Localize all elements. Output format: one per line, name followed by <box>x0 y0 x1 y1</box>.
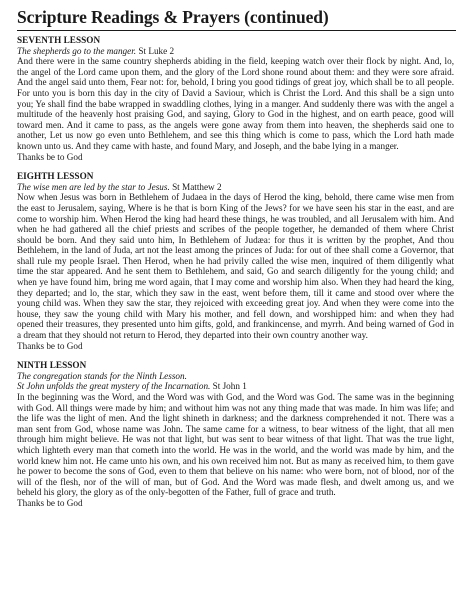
lesson-subtitle <box>17 381 454 392</box>
lesson-closing: Thanks be to God <box>17 497 83 508</box>
lesson-closing: Thanks be to God <box>17 340 83 351</box>
lesson-subtitle <box>17 182 454 193</box>
lesson-subtitle <box>17 46 454 57</box>
scripture-reference: St Matthew 2 <box>169 181 222 192</box>
lesson-instruction-italic: The congregation stands for the Ninth Lesson. <box>17 370 187 381</box>
lesson-body: Now when Jesus was born in Bethlehem of Judaea in the days of Herod the king, behold, there came wise men from the east to Jerusalem, saying, Where is he that is born King of the Jews? for we have seen his star in the east, and are come to worship him. When Herod the king had heard these things, he was troubled, and all Jerusalem with him. And when he had gathered all the chief priests and scribes of the people together, he demanded of them where Christ should be born. And they said unto him, In Bethlehem of Judæa: for thus it is written by the prophet, And thou Bethlehem, in the land of Juda, art not the least among the princes of Juda: for out of thee shall come a Governor, that shall rule my people Israel. Then Herod, when he had privily called the wise men, inquired of them diligently what time the star appeared. And he sent them to Bethlehem, and said, Go and search diligently for the young child; and when ye have found him, bring me word again, that I may come and worship him also. When they had heard the king, they departed; and lo, the star, which they saw in the east, went before them, till it came and stood over where the young child was. When they saw the star, they rejoiced with exceeding great joy. And when they were come into the house, they saw the young child with Mary his mother, and fell down, and worshipped him: and when they had opened their treasures, they presented unto him gifts, gold, and frankincense, and myrrh. And being warned of God in a dream that they should not return to Herod, they departed into their own country another way. <box>17 192 454 341</box>
lesson-ninth <box>17 360 454 508</box>
scripture-reference: St John 1 <box>210 381 247 392</box>
lesson-subtitle-italic: The wise men are led by the star to Jesus. <box>17 181 170 192</box>
title-rule <box>17 30 456 31</box>
lesson-eighth <box>17 171 454 351</box>
lesson-heading: SEVENTH LESSON <box>17 35 101 45</box>
lesson-subtitle-italic: St John unfolds the great mystery of the Incarnation. <box>17 381 211 392</box>
lesson-closing: Thanks be to God <box>17 151 83 162</box>
scripture-reference: St Luke 2 <box>136 45 175 56</box>
page-title: Scripture Readings & Prayers (continued) <box>17 7 329 27</box>
lesson-body: And there were in the same country shepherds abiding in the field, keeping watch over their flock by night. And, lo, the angel of the Lord came upon them, and the glory of the Lord shone round about them: and they were sore afraid. And the angel said unto them, Fear not: for, behold, I bring you good tidings of great joy, which shall be to all people. For unto you is born this day in the city of David a Saviour, which is Christ the Lord. And this shall be a sign unto you; Ye shall find the babe wrapped in swaddling clothes, lying in a manger. And suddenly there was with the angel a multitude of the heavenly host praising God, and saying, Glory to God in the highest, and on earth peace, good will toward men. And it came to pass, as the angels were gone away from them into heaven, the shepherds said one to another, Let us now go even unto Bethlehem, and see this thing which is come to pass, which the Lord hath made known unto us. And they came with haste, and found Mary, and Joseph, and the babe lying in a manger. <box>17 56 454 151</box>
lesson-heading: NINTH LESSON <box>17 360 87 371</box>
lesson-heading: EIGHTH LESSON <box>17 171 94 182</box>
lesson-seventh <box>17 35 454 162</box>
lesson-instruction <box>17 371 454 382</box>
lesson-subtitle-italic: The shepherds go to the manger. <box>17 45 137 56</box>
lesson-body: In the beginning was the Word, and the Word was with God, and the Word was God. The same was in the beginning with God. All things were made by him; and without him was not any thing made that was made. In him was life; and the life was the light of men. And the light shineth in darkness; and the darkness comprehended it not. There was a man sent from God, whose name was John. The same came for a witness, to bear witness of the light, that all men through him might believe. He was not that light, but was sent to bear witness of that light. That was the true light, which lighteth every man that cometh into the world. He was in the world, and the world was made by him, and the world knew him not. He came unto his own, and his own received him not. But as many as received him, to them gave he power to become the sons of God, even to them that believe on his name: who were born, not of blood, nor of the will of the flesh, nor of the will of man, but of God. And the Word was made flesh, and dwelt among us, and we beheld his glory, the glory as of the only-begotten of the Father, full of grace and truth. <box>17 392 454 498</box>
